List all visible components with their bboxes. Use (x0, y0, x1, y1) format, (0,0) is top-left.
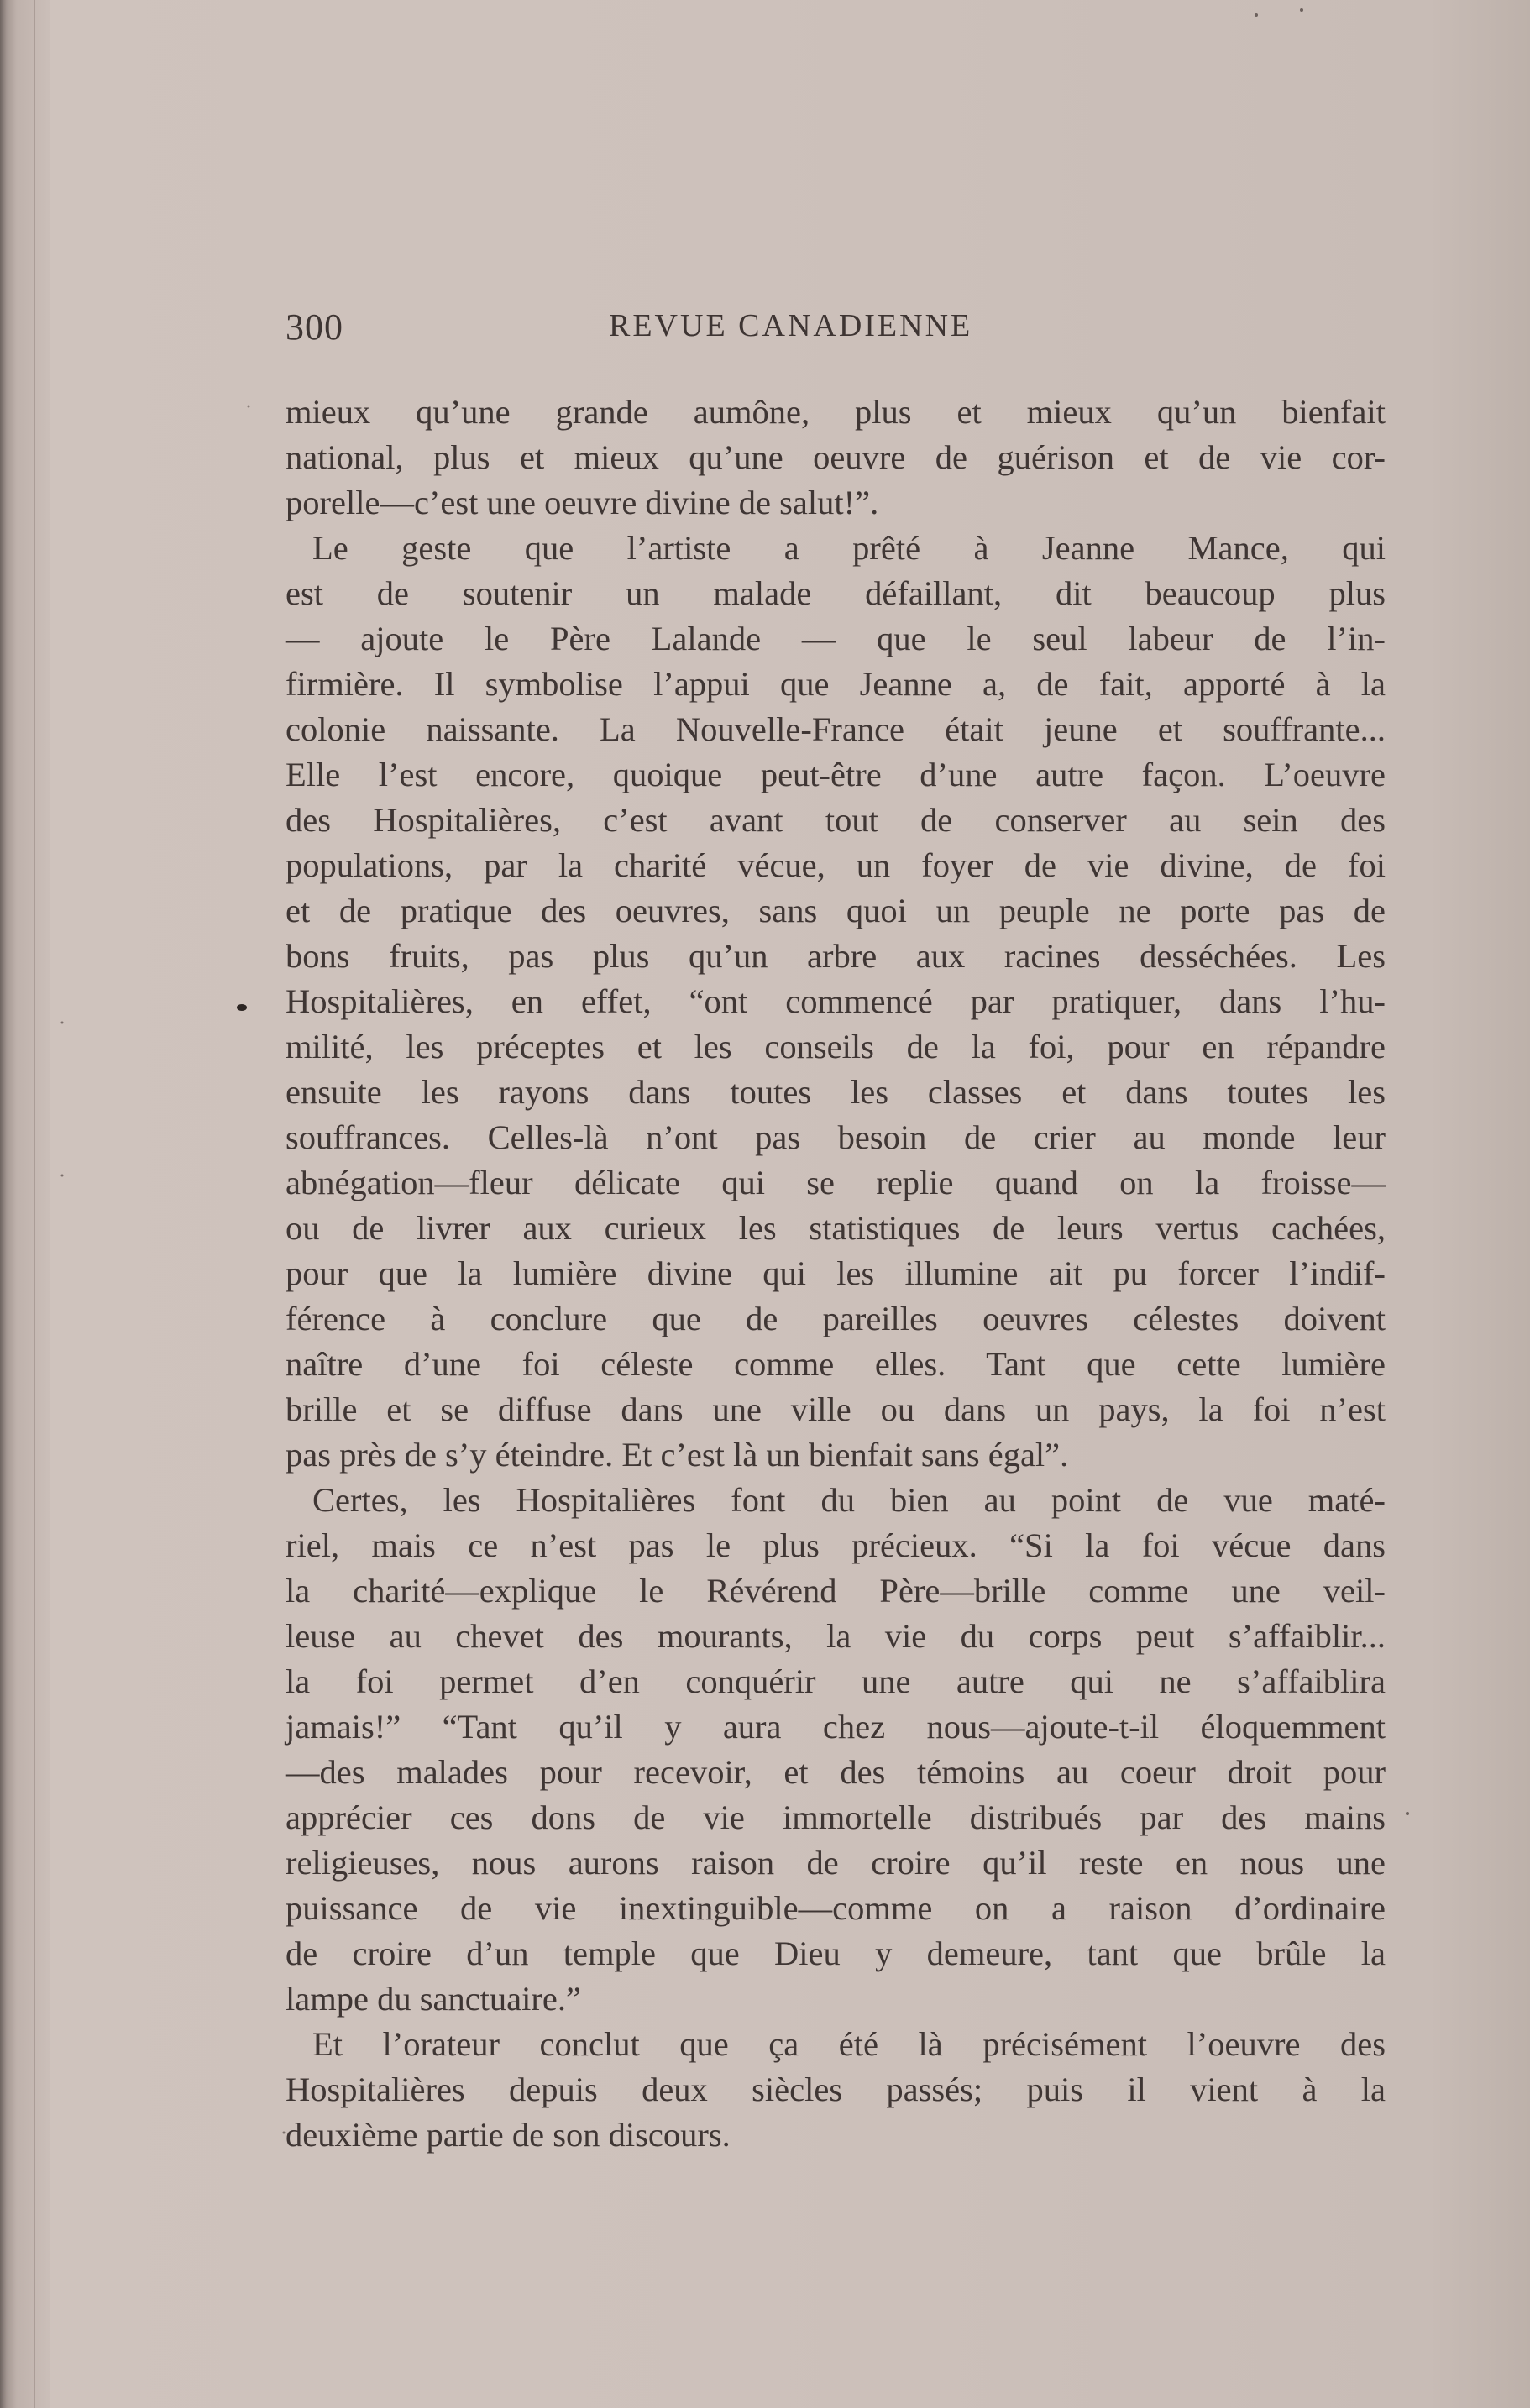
text-line: pas près de s’y éteindre. Et c’est là un bienfait sans égal”. (286, 1436, 1069, 1474)
text-line: national, plus et mieux qu’une oeuvre de guérison et de vie cor- (286, 438, 1386, 476)
text-line: puissance de vie inextinguible—comme on a raison d’ordinaire (286, 1889, 1386, 1927)
text-line: Le geste que l’artiste a prêté à Jeanne Mance, qui (312, 529, 1386, 567)
ink-speck (283, 2132, 286, 2134)
text-line: est de soutenir un malade défaillant, dit beaucoup plus (286, 574, 1386, 612)
text-line: deuxième partie de son discours. (286, 2116, 731, 2154)
text-line: souffrances. Celles-là n’ont pas besoin de crier au monde leur (286, 1118, 1386, 1156)
text-line: la foi permet d’en conquérir une autre qui ne s’affaiblira (286, 1662, 1386, 1700)
text-line: mieux qu’une grande aumône, plus et mieux qu’un bienfait (286, 393, 1386, 431)
text-line: —des malades pour recevoir, et des témoins au coeur droit pour (286, 1753, 1386, 1791)
text-line: bons fruits, pas plus qu’un arbre aux racines desséchées. Les (286, 937, 1386, 975)
text-line: jamais!” “Tant qu’il y aura chez nous—ajoute-t-il éloquemment (286, 1708, 1386, 1746)
ink-speck (237, 1004, 247, 1011)
text-line: brille et se diffuse dans une ville ou dans un pays, la foi n’est (286, 1390, 1386, 1428)
ink-speck (1255, 13, 1258, 17)
text-line: leuse au chevet des mourants, la vie du corps peut s’affaiblir... (286, 1617, 1386, 1655)
text-line: abnégation—fleur délicate qui se replie quand on la froisse— (286, 1164, 1386, 1201)
ink-speck (1300, 8, 1303, 12)
text-line: ou de livrer aux curieux les statistiques de leurs vertus cachées, (286, 1209, 1386, 1247)
text-line: colonie naissante. La Nouvelle-France était jeune et souffrante... (286, 710, 1386, 748)
text-line: apprécier ces dons de vie immortelle distribués par des mains (286, 1798, 1386, 1836)
text-line: riel, mais ce n’est pas le plus précieux. “Si la foi vécue dans (286, 1526, 1386, 1564)
text-line: férence à conclure que de pareilles oeuvres célestes doivent (286, 1300, 1386, 1337)
text-line: et de pratique des oeuvres, sans quoi un peuple ne porte pas de (286, 892, 1386, 929)
ink-speck (61, 1175, 64, 1177)
text-line: la charité—explique le Révérend Père—brille comme une veil- (286, 1572, 1386, 1610)
running-title: REVUE CANADIENNE (609, 308, 973, 343)
text-line: des Hospitalières, c’est avant tout de conserver au sein des (286, 801, 1386, 839)
text-line: de croire d’un temple que Dieu y demeure, tant que brûle la (286, 1934, 1386, 1972)
text-line: ensuite les rayons dans toutes les classes et dans toutes les (286, 1073, 1386, 1111)
text-line: Hospitalières, en effet, “ont commencé par pratiquer, dans l’hu- (286, 982, 1386, 1020)
text-line: Elle l’est encore, quoique peut-être d’une autre façon. L’oeuvre (286, 756, 1386, 793)
text-line: firmière. Il symbolise l’appui que Jeanne a, de fait, apporté à la (286, 665, 1386, 703)
text-line: naître d’une foi céleste comme elles. Tant que cette lumière (286, 1345, 1386, 1383)
text-line: milité, les préceptes et les conseils de la foi, pour en répandre (286, 1028, 1386, 1065)
text-line: religieuses, nous aurons raison de croire qu’il reste en nous une (286, 1844, 1386, 1882)
text-line: — ajoute le Père Lalande — que le seul labeur de l’in- (286, 620, 1386, 657)
ink-speck (61, 1022, 64, 1024)
text-line: Hospitalières depuis deux siècles passés; puis il vient à la (286, 2070, 1386, 2108)
text-line: porelle—c’est une oeuvre divine de salut!”. (286, 484, 879, 521)
text-line: pour que la lumière divine qui les illumine ait pu forcer l’indif- (286, 1254, 1386, 1292)
text-line: lampe du sanctuaire.” (286, 1980, 581, 2018)
text-line: Certes, les Hospitalières font du bien au point de vue maté- (312, 1481, 1386, 1519)
text-line: populations, par la charité vécue, un foyer de vie divine, de foi (286, 846, 1386, 884)
text-line: Et l’orateur conclut que ça été là précisément l’oeuvre des (312, 2025, 1386, 2063)
ink-speck (1406, 1812, 1409, 1815)
ink-speck (248, 406, 250, 408)
page-number: 300 (286, 306, 343, 348)
